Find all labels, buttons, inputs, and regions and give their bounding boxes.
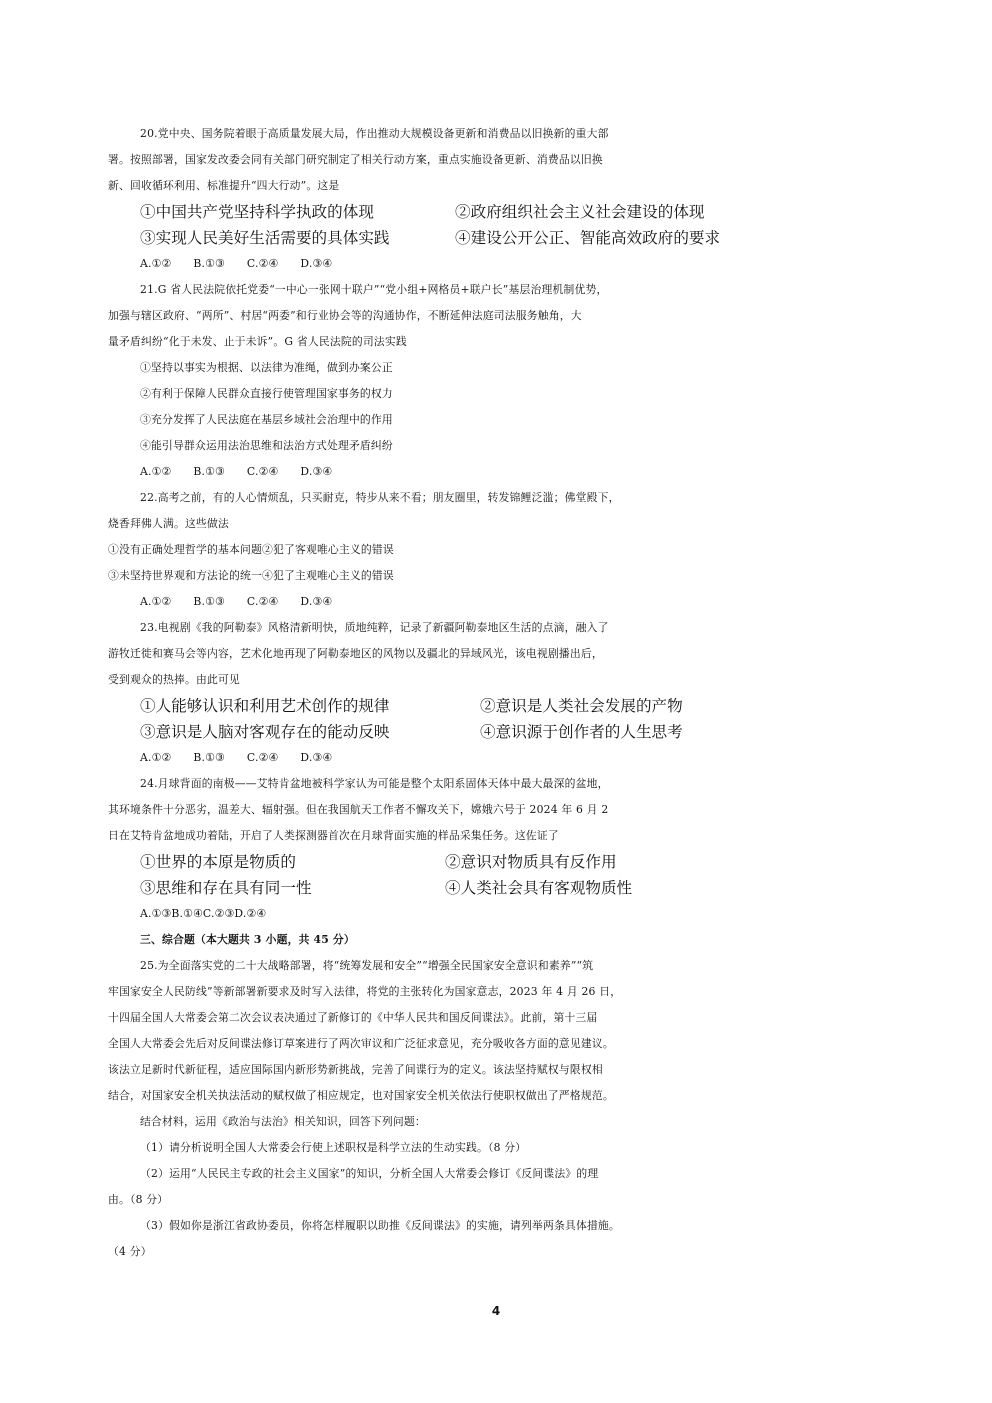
q20-option-4: ④建设公开公正、智能高效政府的要求 <box>455 229 721 247</box>
q25-prompt: 结合材料，运用《政治与法治》相关知识，回答下列问题： <box>140 1115 426 1128</box>
q24-stem-line: 其环境条件十分恶劣，温差大、辐射强。但在我国航天工作者不懈攻关下，嫦娥六号于 2024 年 6 月 2 <box>108 803 609 816</box>
q25-subquestion-3-cont: （4 分） <box>108 1245 152 1258</box>
q21-choices: A.①② B.①③ C.②④ D.③④ <box>140 465 333 478</box>
q22-stem-line: 22.高考之前，有的人心情烦乱，只买耐克，特步从来不看；朋友圈里，转发锦鲤泛滥；佛堂殿下， <box>140 491 620 504</box>
q21-stem-line: 加强与辖区政府、“两所”、村居“两委”和行业协会等的沟通协作，不断延伸法庭司法服务触角，大 <box>108 309 582 322</box>
q24-stem-line: 日在艾特肯盆地成功着陆，开启了人类探测器首次在月球背面实施的样品采集任务。这佐证了 <box>108 829 559 842</box>
section-heading: 三、综合题（本大题共 3 小题，共 45 分） <box>140 933 355 946</box>
q24-choices: A.①③B.①④C.②③D.②④ <box>140 907 267 920</box>
q20-choices: A.①② B.①③ C.②④ D.③④ <box>140 257 333 270</box>
q25-subquestion-2: （2）运用“人民民主专政的社会主义国家”的知识，分析全国人大常委会修订《反间谍法》的理 <box>140 1167 599 1180</box>
q23-stem-line: 游牧迁徙和赛马会等内容，艺术化地再现了阿勒泰地区的风物以及疆北的异域风光，该电视剧播出后， <box>108 647 603 660</box>
q25-subquestion-3: （3）假如你是浙江省政协委员，你将怎样履职以助推《反间谍法》的实施，请列举两条具体措施。 <box>140 1219 620 1232</box>
q24-stem-line: 24.月球背面的南极——艾特肯盆地被科学家认为可能是整个太阳系固体天体中最大最深的盆地， <box>140 777 609 790</box>
q20-option-3: ③实现人民美好生活需要的具体实践 <box>140 229 390 247</box>
q23-stem-line: 23.电视剧《我的阿勒泰》风格清新明快，质地纯粹，记录了新疆阿勒泰地区生活的点滴，融入了 <box>140 621 609 634</box>
q23-option-2: ②意识是人类社会发展的产物 <box>480 697 683 715</box>
q22-choices: A.①② B.①③ C.②④ D.③④ <box>140 595 333 608</box>
q23-option-4: ④意识源于创作者的人生思考 <box>480 723 683 741</box>
q20-option-1: ①中国共产党坚持科学执政的体现 <box>140 203 374 221</box>
q24-option-3: ③思维和存在具有同一性 <box>140 879 312 897</box>
q21-stem-line: 21.G 省人民法院依托党委“一中心一张网十联户”“党小组+网格员+联户长”基层治理机制优势， <box>140 283 608 296</box>
q23-choices: A.①② B.①③ C.②④ D.③④ <box>140 751 333 764</box>
q21-stem-line: 量矛盾纠纷“化于未发、止于未诉”。G 省人民法院的司法实践 <box>108 335 407 348</box>
q20-stem-line: 署。按照部署，国家发改委会同有关部门研究制定了相关行动方案，重点实施设备更新、消费品以旧换 <box>108 153 603 166</box>
q22-stem-line: 烧香拜佛人满。这些做法 <box>108 517 229 530</box>
q22-options-3-4: ③未坚持世界观和方法论的统一④犯了主观唯心主义的错误 <box>108 569 394 582</box>
q25-material-line: 十四届全国人大常委会第二次会议表决通过了新修订的《中华人民共和国反间谍法》。此前，第十三届 <box>108 1011 598 1024</box>
q25-subquestion-2-cont: 由。（8 分） <box>108 1193 169 1206</box>
q21-option-2: ②有利于保障人民群众直接行使管理国家事务的权力 <box>140 387 393 400</box>
q21-option-3: ③充分发挥了人民法庭在基层乡域社会治理中的作用 <box>140 413 393 426</box>
q25-subquestion-1: （1）请分析说明全国人大常委会行使上述职权是科学立法的生动实践。（8 分） <box>140 1141 527 1154</box>
q21-option-4: ④能引导群众运用法治思维和法治方式处理矛盾纠纷 <box>140 439 393 452</box>
q25-material-line: 25.为全面落实党的二十大战略部署，将“统筹发展和安全”“增强全民国家安全意识和素养”“筑 <box>140 959 594 972</box>
q24-option-1: ①世界的本原是物质的 <box>140 853 296 871</box>
page-number: 4 <box>491 1304 501 1318</box>
q23-stem-line: 受到观众的热捧。由此可见 <box>108 673 240 686</box>
q21-option-1: ①坚持以事实为根据、以法律为准绳，做到办案公正 <box>140 361 393 374</box>
q23-option-1: ①人能够认识和利用艺术创作的规律 <box>140 697 390 715</box>
q25-material-line: 牢国家安全人民防线”等新部署新要求及时写入法律，将党的主张转化为国家意志，2023 年 4 月 26 日， <box>108 985 622 998</box>
q20-stem-line: 新、回收循环利用、标准提升“四大行动”。这是 <box>108 179 340 192</box>
q25-material-line: 该法立足新时代新征程，适应国际国内新形势新挑战，完善了间谍行为的定义。该法坚持赋权与限权相 <box>108 1063 603 1076</box>
q23-option-3: ③意识是人脑对客观存在的能动反映 <box>140 723 390 741</box>
q20-stem-line: 20.党中央、国务院着眼于高质量发展大局，作出推动大规模设备更新和消费品以旧换新的重大部 <box>140 127 609 140</box>
q20-option-2: ②政府组织社会主义社会建设的体现 <box>455 203 705 221</box>
q25-material-line: 全国人大常委会先后对反间谍法修订草案进行了两次审议和广泛征求意见，充分吸收各方面的意见建议。 <box>108 1037 614 1050</box>
q25-material-line: 结合，对国家安全机关执法活动的赋权做了相应规定，也对国家安全机关依法行使职权做出了严格规范。 <box>108 1089 614 1102</box>
q24-option-2: ②意识对物质具有反作用 <box>445 853 617 871</box>
q24-option-4: ④人类社会具有客观物质性 <box>445 879 633 897</box>
q22-options-1-2: ①没有正确处理哲学的基本问题②犯了客观唯心主义的错误 <box>108 543 394 556</box>
